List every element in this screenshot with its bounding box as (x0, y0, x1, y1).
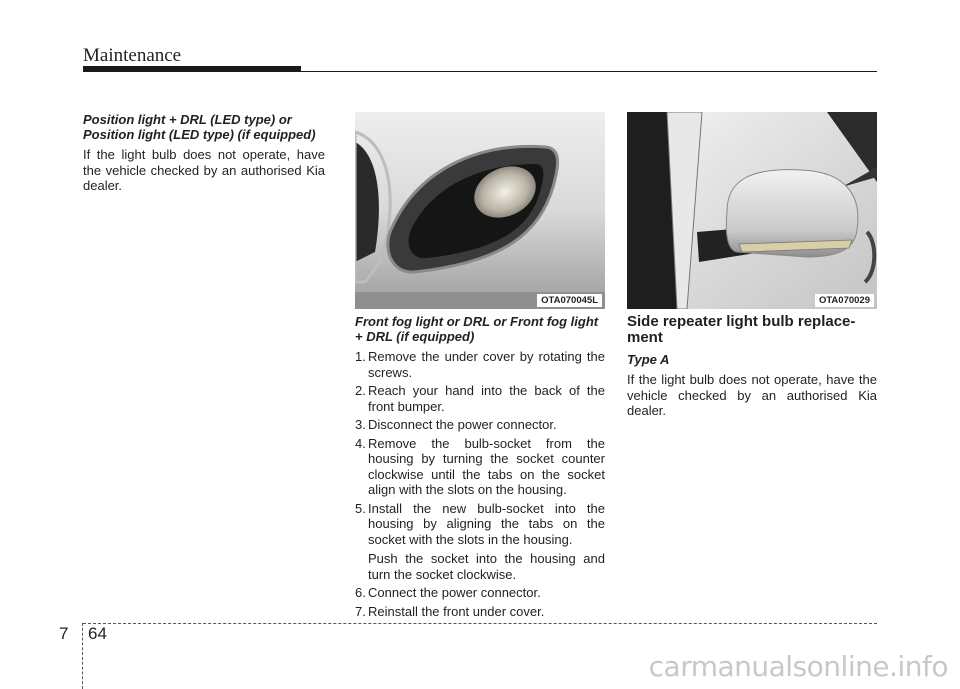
column-position-light (83, 112, 325, 194)
figure-code-label: OTA070029 (815, 294, 874, 307)
figure-code-label: OTA070045L (537, 294, 602, 307)
column-front-fog-light (355, 314, 605, 622)
header-rule (301, 71, 877, 72)
list-item: 1. Remove the under cover by rotating the screws. (355, 349, 605, 380)
list-item: 4. Remove the bulb-socket from the housing by turning the socket counter clockwise until the tabs on the socket align with the slots on the housing. (355, 435, 605, 497)
list-item: 2. Reach your hand into the back of the front bumper. (355, 383, 605, 414)
header-bar (83, 66, 301, 72)
type-a-subheading: Type A (627, 352, 670, 367)
side-mirror-illustration (627, 112, 877, 309)
fog-light-illustration (355, 112, 605, 309)
fog-light-figure (355, 112, 605, 309)
footer-rule (83, 623, 877, 624)
watermark: carmanualsonline.info (648, 650, 948, 683)
side-repeater-text: If the light bulb does not operate, have the vehicle checked by an authorised Kia dealer. (627, 372, 877, 418)
side-repeater-title: Side repeater light bulb replace-ment (627, 313, 856, 346)
fog-light-steps (355, 349, 605, 619)
fog-light-subheading: Front fog light or DRL or Front fog light + DRL (if equipped) (355, 314, 599, 344)
side-repeater-figure (627, 112, 877, 309)
chapter-number: 7 (59, 624, 69, 643)
position-light-text: If the light bulb does not operate, have the vehicle checked by an authorised Kia dealer. (83, 147, 325, 193)
list-item: 6. Connect the power connector. (355, 585, 541, 600)
page-header-title: Maintenance (83, 45, 182, 66)
position-light-subheading: Position light + DRL (LED type) or Position light (LED type) (if equipped) (83, 112, 316, 142)
list-item: 5. Install the new bulb-socket into the housing by aligning the tabs on the socket with the slots in the housing. Push the socket into the housing and turn the socket clockwise. (355, 500, 605, 582)
page-number: 64 (88, 624, 107, 643)
column-side-repeater (627, 314, 877, 419)
list-item: 3. Disconnect the power connector. (355, 417, 557, 432)
list-item: 7. Reinstall the front under cover. (355, 603, 545, 619)
footer-divider (82, 623, 83, 689)
